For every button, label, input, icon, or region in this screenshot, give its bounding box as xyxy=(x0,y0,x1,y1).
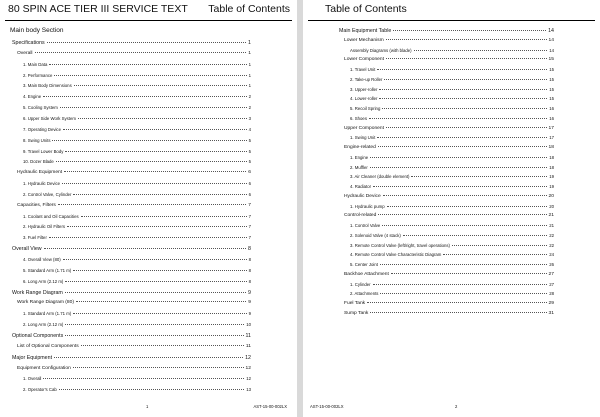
toc-entry-label: Sump Tank xyxy=(344,310,369,316)
toc-entry-label: 3. Upper-roller xyxy=(350,86,378,92)
toc-entry[interactable] xyxy=(350,76,554,84)
toc-entry[interactable] xyxy=(17,365,251,373)
toc-entry-page: 8 xyxy=(248,246,251,253)
toc-entry-page: 21 xyxy=(548,213,554,219)
toc-entry[interactable] xyxy=(17,169,251,177)
dot-leader xyxy=(377,69,547,70)
toc-entry[interactable] xyxy=(344,144,554,152)
toc-entry-page: 16 xyxy=(549,115,554,121)
toc-entry-label: List of Optional Components xyxy=(17,343,79,349)
toc-entry-label: Overall xyxy=(17,50,33,56)
toc-entry-page: 29 xyxy=(548,301,554,306)
toc-entry-label: 3. Main Body Dimensions xyxy=(23,83,72,89)
toc-entry[interactable] xyxy=(350,183,554,191)
dot-leader xyxy=(414,50,548,51)
toc-entry[interactable] xyxy=(23,126,251,134)
toc-entry[interactable] xyxy=(350,95,554,103)
toc-entry[interactable] xyxy=(350,242,554,250)
document-code: AST-15-00-002LX xyxy=(253,404,287,409)
toc-entry-page: 7 xyxy=(248,202,251,208)
toc-entry-page: 11 xyxy=(245,343,251,349)
toc-entry-label: 1. Overall xyxy=(23,376,42,382)
toc-entry[interactable] xyxy=(23,386,251,394)
toc-entry[interactable] xyxy=(350,203,554,211)
toc-entry-label: 6. Shoes xyxy=(350,115,367,121)
toc-entry[interactable] xyxy=(350,164,554,172)
dot-leader xyxy=(54,75,246,76)
toc-entry-page: 3 xyxy=(248,115,251,121)
dot-leader xyxy=(62,183,247,184)
toc-entry[interactable] xyxy=(350,134,554,142)
toc-entry[interactable] xyxy=(350,222,554,230)
toc-entry-page: 18 xyxy=(549,164,554,170)
toc-entry-label: 4. Overall View (80) xyxy=(23,257,61,262)
toc-entry-page: 5 xyxy=(248,148,251,154)
toc-entry-label: 7. Operating Device xyxy=(23,126,61,132)
dot-leader xyxy=(73,313,246,314)
toc-entry[interactable] xyxy=(344,37,554,45)
toc-entry-label: Fuel Tank xyxy=(344,301,366,306)
toc-entry-label: Hydraulic Device xyxy=(344,193,381,199)
toc-entry-page: 1 xyxy=(248,83,251,89)
dot-leader xyxy=(64,171,246,172)
toc-entry-label: 4. Remote Control Valve Characteristic Diagram xyxy=(350,252,442,258)
toc-entry-page: 1 xyxy=(248,61,251,67)
toc-entry[interactable] xyxy=(344,125,554,133)
dot-leader xyxy=(377,137,547,138)
toc-entry-page: 5 xyxy=(248,137,251,143)
toc-entry[interactable] xyxy=(23,72,251,80)
toc-entry[interactable] xyxy=(23,267,251,275)
toc-entry-page: 20 xyxy=(548,193,554,199)
dot-leader xyxy=(49,64,246,65)
dot-leader xyxy=(443,254,547,255)
toc-entry[interactable] xyxy=(23,234,251,242)
toc-entry-page: 18 xyxy=(548,145,554,150)
toc-entry-label: 1. Cylinder xyxy=(350,281,371,287)
toc-entry[interactable] xyxy=(12,332,251,340)
toc-entry[interactable] xyxy=(23,158,251,166)
toc-entry-page: 6 xyxy=(248,181,251,187)
toc-entry[interactable] xyxy=(23,137,251,145)
toc-entry-page: 2 xyxy=(248,94,251,100)
toc-entry-label: Overall View xyxy=(12,246,42,253)
toc-entry-page: 9 xyxy=(248,289,251,296)
toc-entry-page: 19 xyxy=(549,184,554,189)
toc-entry[interactable] xyxy=(17,299,251,307)
toc-entry[interactable] xyxy=(23,375,251,383)
toc-entry[interactable] xyxy=(350,86,554,94)
toc-entry-page: 7 xyxy=(248,235,251,241)
dot-leader xyxy=(379,98,547,99)
toc-entry-page: 21 xyxy=(549,223,554,228)
toc-entry-page: 24 xyxy=(549,252,554,258)
page-header xyxy=(5,3,292,21)
toc-entry-page: 14 xyxy=(549,47,554,53)
dot-leader xyxy=(73,367,244,368)
toc-entry[interactable] xyxy=(23,213,251,221)
toc-entry-label: 5. Center Joint xyxy=(350,262,378,267)
dot-leader xyxy=(373,284,548,285)
toc-entry[interactable] xyxy=(344,271,554,279)
toc-entry-page: 6 xyxy=(248,191,251,197)
toc-entry-page: 6 xyxy=(248,170,251,176)
dot-leader xyxy=(369,118,547,119)
dot-leader xyxy=(378,146,547,147)
dot-leader xyxy=(60,107,247,108)
toc-entry[interactable] xyxy=(344,193,554,201)
toc-entry-label: Control-related xyxy=(344,213,377,219)
toc-entry-page: 17 xyxy=(548,125,554,131)
dot-leader xyxy=(63,259,247,260)
dot-leader xyxy=(78,118,247,119)
toc-entry[interactable] xyxy=(12,354,251,362)
toc-entry-page: 1 xyxy=(248,50,251,56)
dot-leader xyxy=(73,270,246,271)
dot-leader xyxy=(49,237,247,238)
toc-entry-label: 10. Dozer Blade xyxy=(23,159,54,165)
toc-entry-page: 2 xyxy=(248,105,251,111)
toc-entry[interactable] xyxy=(344,300,554,308)
toc-entry-page: 20 xyxy=(549,203,554,209)
toc-entry-page: 14 xyxy=(548,37,554,43)
toc-entry[interactable] xyxy=(350,47,554,55)
toc-entry[interactable] xyxy=(344,310,554,318)
toc-entry-page: 15 xyxy=(548,57,554,63)
toc-entry-label: 2. Solenoid Valve (4 stack) xyxy=(350,232,401,238)
dot-leader xyxy=(65,335,243,336)
toc-heading: Table of Contents xyxy=(325,3,407,15)
toc-entry-label: 2. Take-up Roller xyxy=(350,76,383,82)
dot-leader xyxy=(65,151,246,152)
toc-entry[interactable] xyxy=(23,310,251,318)
dot-leader xyxy=(67,226,247,227)
toc-entry-label: Main Equipment Table xyxy=(339,28,392,34)
toc-entry[interactable] xyxy=(23,93,251,101)
dot-leader xyxy=(382,108,547,109)
toc-entry[interactable] xyxy=(23,82,251,90)
dot-leader xyxy=(63,129,247,130)
dot-leader xyxy=(65,281,246,282)
dot-leader xyxy=(411,176,547,177)
toc-entry-label: 1. Engine xyxy=(350,154,369,160)
toc-entry-label: 2. Muffler xyxy=(350,164,368,170)
toc-entry[interactable] xyxy=(23,256,251,264)
dot-leader xyxy=(386,58,547,59)
toc-entry-label: Hydraulic Equipment xyxy=(17,170,63,176)
dot-leader xyxy=(58,204,246,205)
toc-entry-label: 3. Fuel Filter xyxy=(23,235,47,241)
toc-entry-label: Lower Mechanism xyxy=(344,37,384,43)
dot-leader xyxy=(367,302,546,303)
toc-entry-label: 1. Control Valve xyxy=(350,223,381,228)
dot-leader xyxy=(380,293,547,294)
toc-page-right xyxy=(303,0,600,417)
dot-leader xyxy=(52,140,246,141)
toc-entry[interactable] xyxy=(350,290,554,298)
dot-leader xyxy=(76,301,246,302)
toc-entry-page: 7 xyxy=(248,213,251,219)
toc-entry-label: 4. Engine xyxy=(23,94,42,100)
dot-leader xyxy=(387,206,548,207)
toc-entry[interactable] xyxy=(23,223,251,231)
toc-entry-page: 31 xyxy=(548,310,554,316)
toc-entry-label: 2. Hydraulic Oil Filters xyxy=(23,224,66,230)
toc-entry[interactable] xyxy=(350,66,554,74)
toc-entry-page: 26 xyxy=(549,262,554,267)
section-title: Main body Section xyxy=(10,27,64,34)
dot-leader xyxy=(380,264,547,265)
dot-leader xyxy=(370,157,547,158)
toc-entry-label: 2. Long Arm (2.12 m) xyxy=(23,322,64,328)
toc-entry-page: 22 xyxy=(549,242,554,248)
toc-entry[interactable] xyxy=(350,154,554,162)
dot-leader xyxy=(44,248,246,249)
toc-entry-page: 12 xyxy=(246,376,251,382)
dot-leader xyxy=(56,161,247,162)
toc-entry-label: 1. Hydraulic pump xyxy=(350,203,385,209)
dot-leader xyxy=(74,85,247,86)
dot-leader xyxy=(373,186,547,187)
toc-entry-page: 4 xyxy=(248,126,251,132)
toc-entry-label: 4. Radiator xyxy=(350,184,372,189)
page-number: 2 xyxy=(455,404,458,409)
toc-entry-label: 3. Remote Control Valve (left/right, travel operations) xyxy=(350,242,450,248)
toc-entry[interactable] xyxy=(350,173,554,181)
toc-entry[interactable] xyxy=(23,180,251,188)
toc-entry-label: 1. Coolant and Oil Capacities xyxy=(23,213,79,219)
toc-entry-label: Major Equipment xyxy=(12,354,53,361)
toc-entry-page: 9 xyxy=(248,300,251,306)
toc-entry-page: 15 xyxy=(549,67,554,72)
toc-entry[interactable] xyxy=(23,278,251,286)
dot-leader xyxy=(393,30,546,31)
toc-entry-page: 15 xyxy=(549,76,554,82)
dot-leader xyxy=(379,89,547,90)
toc-entry-label: 9. Travel Lower Body xyxy=(23,148,64,154)
toc-entry-label: 8. Swing Units xyxy=(23,137,51,143)
dot-leader xyxy=(81,345,244,346)
dot-leader xyxy=(383,195,547,196)
toc-entry[interactable] xyxy=(344,56,554,64)
dot-leader xyxy=(386,127,547,128)
toc-entry[interactable] xyxy=(350,281,554,289)
toc-entry-label: Specifications xyxy=(12,40,45,46)
toc-entry[interactable] xyxy=(350,105,554,113)
toc-entry[interactable] xyxy=(17,343,251,351)
toc-entry[interactable] xyxy=(12,39,251,47)
toc-entry-page: 8 xyxy=(248,278,251,284)
toc-entry-page: 27 xyxy=(548,271,554,277)
toc-entry-label: Backhoe Attachment xyxy=(344,271,389,277)
toc-entry-page: 7 xyxy=(248,224,251,230)
toc-entry-page: 10 xyxy=(246,322,251,328)
toc-entry-page: 12 xyxy=(245,354,251,361)
toc-entry-label: 4. Lower-roller xyxy=(350,96,378,102)
dot-leader xyxy=(65,324,244,325)
toc-entry-page: 14 xyxy=(548,28,554,34)
toc-entry[interactable] xyxy=(23,104,251,112)
toc-entry[interactable] xyxy=(339,27,554,35)
toc-entry[interactable] xyxy=(23,191,251,199)
toc-entry-label: 1. Main Data xyxy=(23,61,48,67)
toc-entry[interactable] xyxy=(23,61,251,69)
toc-entry-label: 5. Cooling System xyxy=(23,105,58,111)
toc-entry-label: 2. Performance xyxy=(23,72,53,78)
dot-leader xyxy=(59,389,244,390)
dot-leader xyxy=(54,357,243,358)
toc-entry-label: 3. Air Cleaner (double element) xyxy=(350,174,410,180)
toc-entry-page: 16 xyxy=(549,106,554,111)
dot-leader xyxy=(452,245,547,246)
toc-entry-label: 2. Attachments xyxy=(350,291,379,297)
dot-leader xyxy=(43,378,244,379)
toc-entry-page: 1 xyxy=(248,72,251,78)
toc-entry-label: Capacities, Filters xyxy=(17,202,56,208)
toc-entry-page: 8 xyxy=(248,267,251,273)
toc-entry[interactable] xyxy=(12,245,251,253)
toc-entry-page: 1 xyxy=(248,40,251,46)
toc-entry[interactable] xyxy=(350,232,554,240)
dot-leader xyxy=(35,52,247,53)
toc-entry-page: 22 xyxy=(549,232,554,238)
dot-leader xyxy=(370,312,546,313)
document-title: 80 SPIN ACE TIER III SERVICE TEXT xyxy=(8,3,188,15)
dot-leader xyxy=(73,194,246,195)
dot-leader xyxy=(81,216,247,217)
toc-entry[interactable] xyxy=(350,251,554,259)
dot-leader xyxy=(65,292,246,293)
toc-entry-label: Optional Components xyxy=(12,332,64,339)
toc-entry[interactable] xyxy=(344,212,554,220)
dot-leader xyxy=(403,235,547,236)
toc-entry-page: 9 xyxy=(248,311,251,317)
toc-entry[interactable] xyxy=(12,289,251,297)
toc-entry-label: 5. Standard Arm (1.71 m) xyxy=(23,267,72,273)
dot-leader xyxy=(382,225,547,226)
dot-leader xyxy=(386,39,547,40)
toc-entry-label: 5. Recoil Spring xyxy=(350,106,381,111)
dot-leader xyxy=(43,96,246,97)
toc-entry-label: Upper Component xyxy=(344,125,384,131)
toc-entry-label: 2. Control Valve, Cylinder xyxy=(23,191,72,197)
toc-entry-label: Assembly Diagrams (with blade) xyxy=(350,47,412,53)
toc-entry[interactable] xyxy=(350,115,554,123)
toc-entry[interactable] xyxy=(17,202,251,210)
toc-entry-label: Work Range Diagram (80) xyxy=(17,300,74,306)
toc-entry-label: 2. Operator's Cab xyxy=(23,387,57,393)
toc-entry-page: 28 xyxy=(549,291,554,297)
toc-entry-page: 12 xyxy=(245,365,251,371)
toc-entry-page: 18 xyxy=(549,154,554,160)
toc-heading: Table of Contents xyxy=(208,3,290,15)
toc-entry[interactable] xyxy=(350,261,554,269)
dot-leader xyxy=(47,42,246,43)
toc-entry-page: 27 xyxy=(549,281,554,287)
toc-entry-page: 15 xyxy=(549,96,554,102)
toc-entry[interactable] xyxy=(23,115,251,123)
page-header xyxy=(308,3,595,21)
dot-leader xyxy=(370,167,547,168)
toc-entry[interactable] xyxy=(23,148,251,156)
toc-entry-page: 19 xyxy=(549,174,554,180)
dot-leader xyxy=(378,214,546,215)
dot-leader xyxy=(384,79,547,80)
toc-entry-label: Engine-related xyxy=(344,145,376,150)
toc-entry-label: 6. Upper Side Work System xyxy=(23,115,76,121)
page-number: 1 xyxy=(146,404,149,409)
dot-leader xyxy=(391,273,547,274)
toc-entry[interactable] xyxy=(23,321,251,329)
toc-entry-label: 1. Standard Arm (1.71 m) xyxy=(23,311,72,317)
toc-entry-page: 15 xyxy=(549,86,554,92)
toc-entry-label: 1. Hydraulic Device xyxy=(23,181,61,187)
toc-page-left xyxy=(0,0,297,417)
toc-entry-page: 5 xyxy=(248,159,251,165)
toc-entry-page: 11 xyxy=(245,332,251,339)
document-code: AST-15-00-002LX xyxy=(310,404,344,409)
toc-entry-label: Work Range Diagram xyxy=(12,289,63,296)
toc-entry-label: 1. Swing Unit xyxy=(350,135,376,141)
toc-entry-page: 13 xyxy=(246,387,251,393)
toc-entry-label: 6. Long Arm (2.12 m) xyxy=(23,278,64,284)
toc-entry-page: 8 xyxy=(248,257,251,262)
toc-entry-label: Equipment Configuration xyxy=(17,365,71,371)
toc-entry-page: 17 xyxy=(549,135,554,141)
toc-entry-label: Lower Component xyxy=(344,57,384,63)
toc-entry-label: 1. Travel Unit xyxy=(350,67,376,72)
toc-entry[interactable] xyxy=(17,50,251,58)
